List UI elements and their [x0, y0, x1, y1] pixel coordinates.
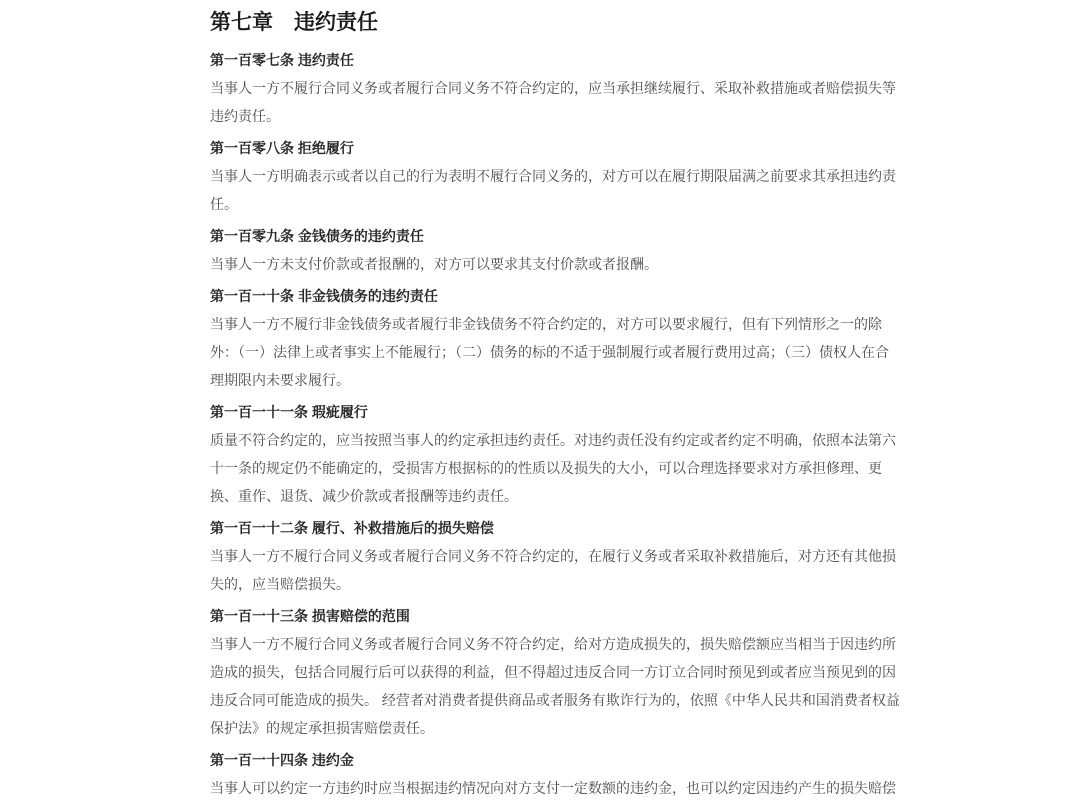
article-heading: 第一百零七条 违约责任 [210, 52, 354, 68]
article-heading: 第一百一十三条 损害赔偿的范围 [210, 608, 410, 624]
articles-list [210, 46, 902, 802]
document-page [210, 10, 902, 806]
chapter-title: 第七章 违约责任 [210, 11, 378, 34]
article-body: 当事人一方不履行合同义务或者履行合同义务不符合约定的，应当承担继续履行、采取补救措施或者赔偿损失等违约责任。 [210, 80, 896, 124]
article-heading: 第一百一十二条 履行、补救措施后的损失赔偿 [210, 520, 494, 536]
article [210, 398, 902, 510]
article [210, 46, 902, 130]
article [210, 746, 902, 802]
article-body: 质量不符合约定的，应当按照当事人的约定承担违约责任。对违约责任没有约定或者约定不明确，依照本法第六十一条的规定仍不能确定的，受损害方根据标的的性质以及损失的大小，可以合理选择要求对方承担修理、更换、重作、退货、减少价款或者报酬等违约责任。 [210, 432, 896, 504]
article-body: 当事人一方不履行合同义务或者履行合同义务不符合约定的，在履行义务或者采取补救措施后，对方还有其他损失的，应当赔偿损失。 [210, 548, 896, 592]
article-heading: 第一百一十一条 瑕疵履行 [210, 404, 368, 420]
article [210, 282, 902, 394]
article-body: 当事人一方明确表示或者以自己的行为表明不履行合同义务的，对方可以在履行期限届满之前要求其承担违约责任。 [210, 168, 896, 212]
article [210, 602, 902, 742]
article [210, 134, 902, 218]
article [210, 514, 902, 598]
article-heading: 第一百一十条 非金钱债务的违约责任 [210, 288, 438, 304]
article-body: 当事人一方不履行合同义务或者履行合同义务不符合约定，给对方造成损失的，损失赔偿额应当相当于因违约所造成的损失，包括合同履行后可以获得的利益，但不得超过违反合同一方订立合同时预见到或者应当预见到的因违反合同可能造成的损失。 经营者对消费者提供商品或者服务有欺诈行为的，依照《中华人民共和国消费者权益保护法》的规定承担损害赔偿责任。 [210, 636, 900, 736]
article-heading: 第一百零八条 拒绝履行 [210, 140, 354, 156]
article [210, 222, 902, 278]
article-heading: 第一百一十四条 违约金 [210, 752, 354, 768]
article-body: 当事人一方未支付价款或者报酬的，对方可以要求其支付价款或者报酬。 [210, 256, 658, 272]
article-body: 当事人可以约定一方违约时应当根据违约情况向对方支付一定数额的违约金，也可以约定因违约产生的损失赔偿 [210, 780, 896, 796]
article-heading: 第一百零九条 金钱债务的违约责任 [210, 228, 424, 244]
article-body: 当事人一方不履行非金钱债务或者履行非金钱债务不符合约定的，对方可以要求履行，但有下列情形之一的除外：（一）法律上或者事实上不能履行；（二）债务的标的不适于强制履行或者履行费用过高；（三）债权人在合理期限内未要求履行。 [210, 316, 889, 388]
